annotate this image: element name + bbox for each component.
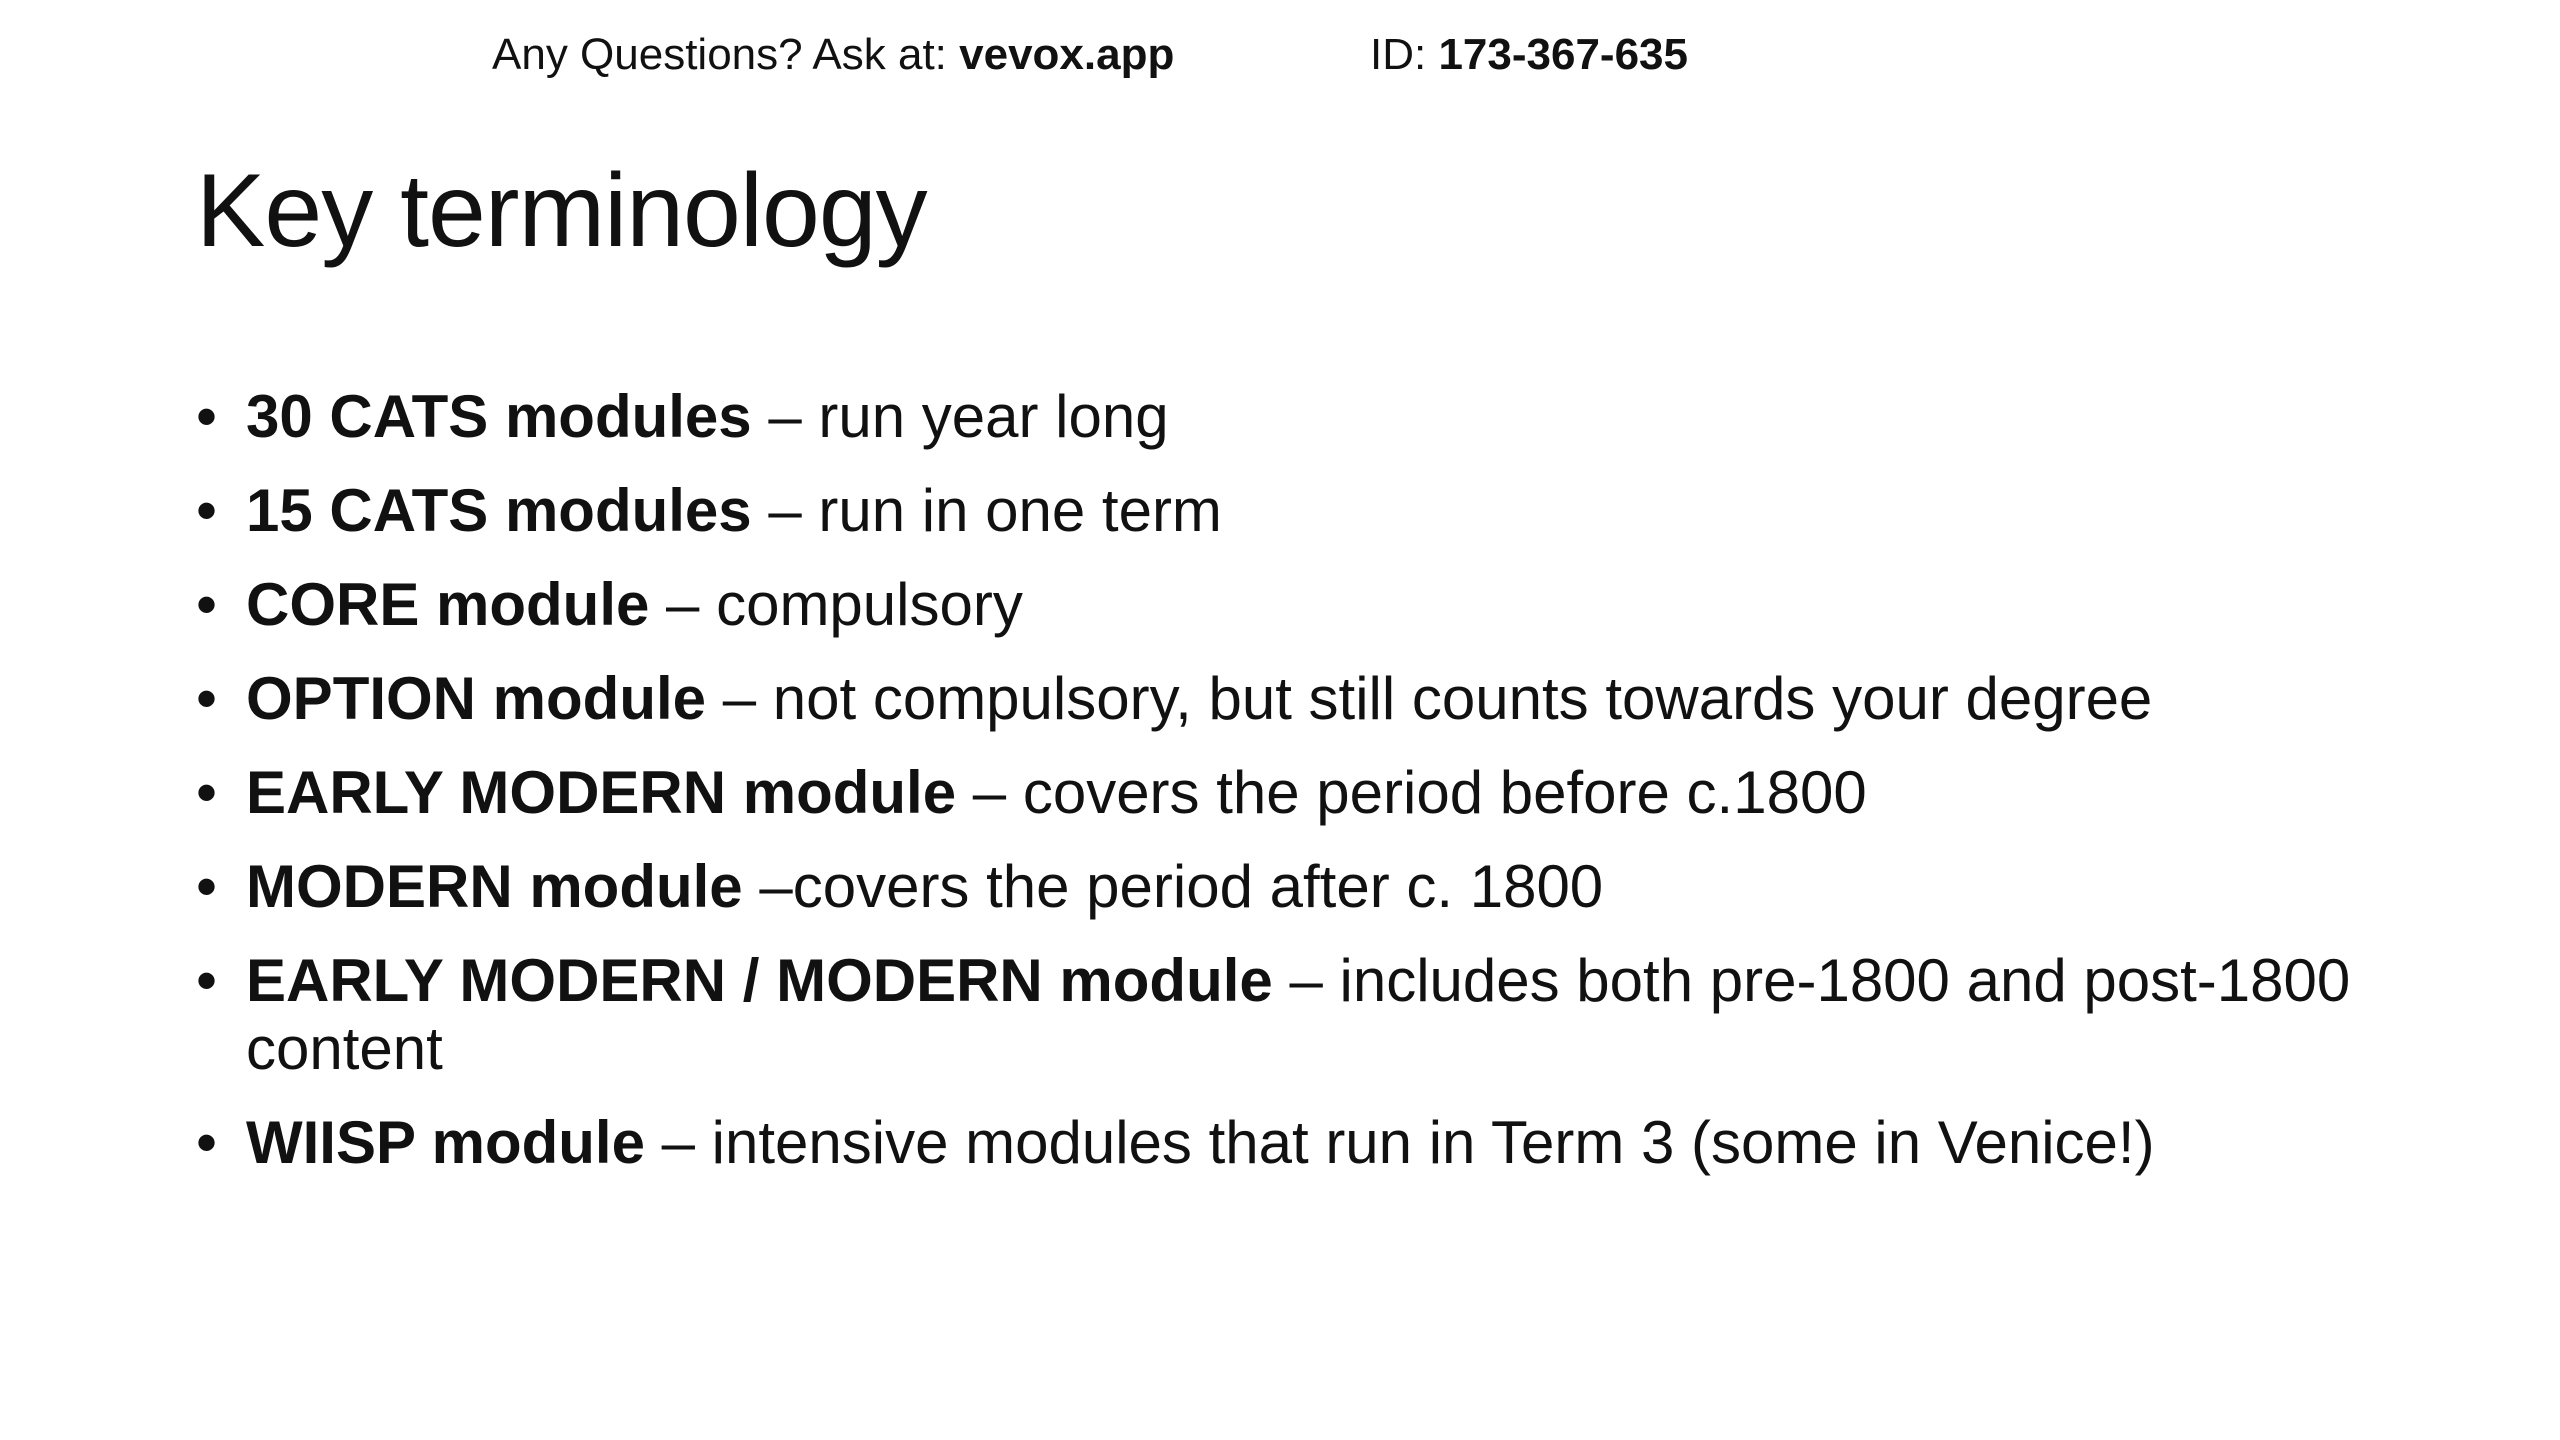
term-label: 30 CATS modules [246,383,752,450]
term-description: – run year long [751,383,1169,450]
bullet-icon: • [196,853,218,920]
list-item [196,947,2416,1083]
vevox-site-link[interactable]: vevox.app [959,30,1175,79]
term-description: – compulsory [649,571,1023,638]
term-label: WIISP module [246,1109,645,1176]
list-item [196,571,2416,639]
term-label: OPTION module [246,665,707,732]
term-description: – intensive modules that run in Term 3 (some in Venice!) [644,1109,2155,1176]
term-description: –covers the period after c. 1800 [742,853,1604,920]
term-label: CORE module [246,571,650,638]
session-id [1370,30,1688,80]
term-label: EARLY MODERN module [246,759,957,826]
ask-questions-text [492,30,1174,80]
session-id-value: 173-367-635 [1438,30,1688,79]
bullet-icon: • [196,1109,218,1176]
term-label: EARLY MODERN / MODERN module [246,947,1273,1014]
bullet-icon: • [196,759,218,826]
list-item [196,1109,2416,1177]
term-description: – not compulsory, but still counts towards your degree [706,665,2153,732]
list-item [196,853,2416,921]
bullet-icon: • [196,571,218,638]
term-description: – covers the period before c.1800 [956,759,1867,826]
bullet-icon: • [196,947,218,1014]
term-label: MODERN module [246,853,743,920]
list-item [196,477,2416,545]
list-item [196,759,2416,827]
vevox-banner [492,30,1688,80]
bullet-icon: • [196,665,218,732]
list-item [196,383,2416,451]
term-label: 15 CATS modules [246,477,752,544]
slide-title: Key terminology [196,153,927,269]
terminology-list [196,383,2416,1203]
term-description: – includes both pre-1800 and post-1800 content [246,947,2351,1082]
bullet-icon: • [196,477,218,544]
ask-prefix: Any Questions? Ask at: [492,30,960,79]
bullet-icon: • [196,383,218,450]
term-description: – run in one term [751,477,1222,544]
session-id-prefix: ID: [1370,30,1439,79]
list-item [196,665,2416,733]
